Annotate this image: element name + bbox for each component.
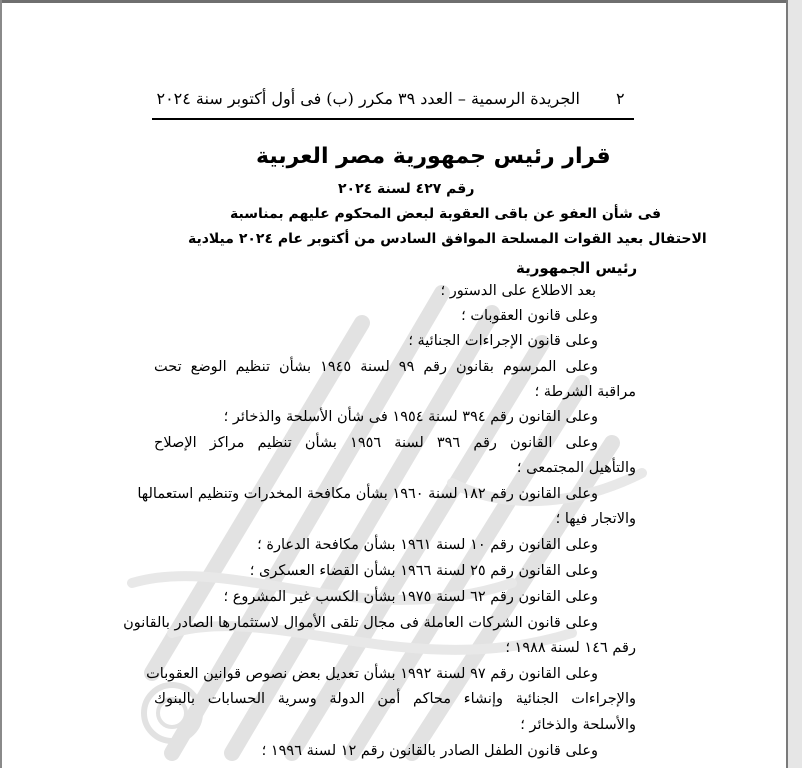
vertical-scrollbar[interactable] <box>786 0 802 768</box>
preamble-line: والتأهيل المجتمعى ؛ <box>516 460 636 476</box>
preamble-line: وعلى القانون رقم ٦٢ لسنة ١٩٧٥ بشأن الكسب غير المشروع ؛ <box>223 589 598 605</box>
publication-header: الجريدة الرسمية – العدد ٣٩ مكرر (ب) فى أول أكتوبر سنة ٢٠٢٤ <box>156 89 580 108</box>
preamble-line: وعلى القانون رقم ٢٥ لسنة ١٩٦٦ بشأن القضاء العسكرى ؛ <box>249 563 598 579</box>
decree-issuer: رئيس الجمهورية <box>516 259 638 277</box>
header-rule <box>152 118 634 120</box>
decree-subject-line1: فى شأن العفو عن باقى العقوبة لبعض المحكوم عليهم بمناسبة <box>230 206 662 222</box>
preamble-line: بعد الاطلاع على الدستور ؛ <box>440 283 596 299</box>
preamble-line: والاتجار فيها ؛ <box>555 511 636 527</box>
preamble-line: وعلى القانون رقم ٣٩٤ لسنة ١٩٥٤ فى شأن الأسلحة والذخائر ؛ <box>223 409 598 425</box>
decree-number: رقم ٤٢٧ لسنة ٢٠٢٤ <box>338 181 475 197</box>
document-page <box>2 3 786 768</box>
preamble-line: وعلى القانون رقم ٣٩٦ لسنة ١٩٥٦ بشأن تنظيم مراكز الإصلاح <box>154 435 598 451</box>
preamble-line: وعلى المرسوم بقانون رقم ٩٩ لسنة ١٩٤٥ بشأن تنظيم الوضع تحت <box>154 359 598 375</box>
decree-title: قرار رئيس جمهورية مصر العربية <box>256 144 611 169</box>
preamble-line: وعلى قانون الشركات العاملة فى مجال تلقى الأموال لاستثمارها الصادر بالقانون <box>123 615 598 631</box>
preamble-line: والأسلحة والذخائر ؛ <box>520 717 636 733</box>
preamble-line: رقم ١٤٦ لسنة ١٩٨٨ ؛ <box>505 640 636 656</box>
preamble-line: وعلى قانون الطفل الصادر بالقانون رقم ١٢ لسنة ١٩٩٦ ؛ <box>261 743 598 759</box>
decree-subject-line2: الاحتفال بعيد القوات المسلحة الموافق السادس من أكتوبر عام ٢٠٢٤ ميلادية <box>188 231 707 247</box>
preamble-line: وعلى قانون الإجراءات الجنائية ؛ <box>408 333 598 349</box>
preamble-line: وعلى القانون رقم ١٠ لسنة ١٩٦١ بشأن مكافحة الدعارة ؛ <box>257 537 598 553</box>
preamble-line: مراقبة الشرطة ؛ <box>534 384 636 400</box>
preamble-line: وعلى قانون العقوبات ؛ <box>461 308 598 324</box>
preamble-line: وعلى القانون رقم ١٨٢ لسنة ١٩٦٠ بشأن مكافحة المخدرات وتنظيم استعمالها <box>137 486 598 502</box>
preamble-line: وعلى القانون رقم ٩٧ لسنة ١٩٩٢ بشأن تعديل بعض نصوص قوانين العقوبات <box>146 666 598 682</box>
preamble-line: والإجراءات الجنائية وإنشاء محاكم أمن الدولة وسرية الحسابات بالبنوك <box>154 691 636 707</box>
page-number: ٢ <box>616 89 625 108</box>
